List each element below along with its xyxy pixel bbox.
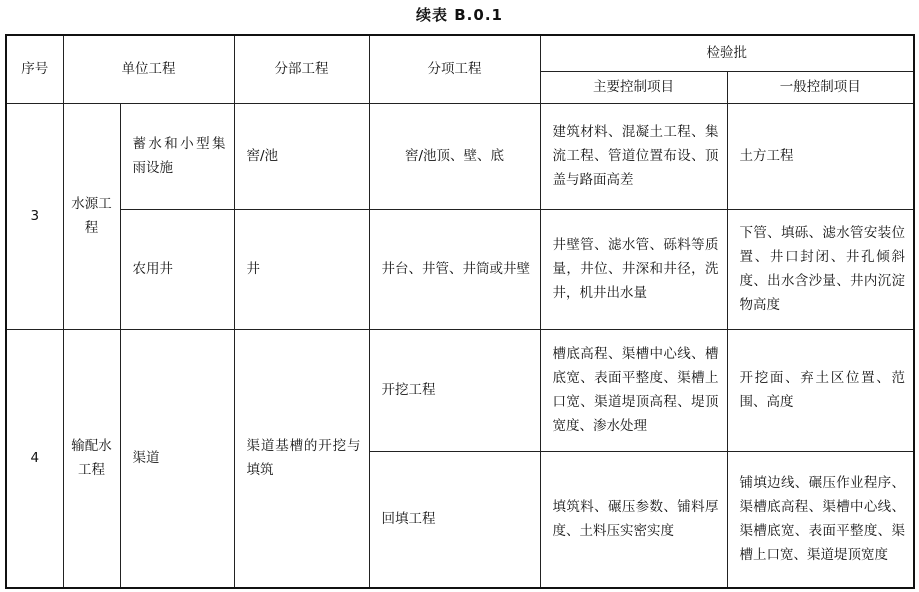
row3-unit: 水源工程: [63, 103, 120, 329]
table-title: 续表 B.0.1: [416, 6, 503, 24]
row4-sub: 渠道: [120, 329, 234, 588]
row4a-main: 槽底高程、渠槽中心线、槽底宽、表面平整度、渠槽上口宽、渠道堤顶高程、堤顶宽度、渗水处理: [540, 329, 727, 451]
header-division: 分部工程: [234, 35, 369, 103]
row3a-division: 窖/池: [234, 103, 369, 209]
row4b-main: 填筑料、碾压参数、铺料厚度、土料压实密实度: [540, 451, 727, 588]
row3b-main: 井壁管、滤水管、砾料等质量，井位、井深和井径，洗井，机井出水量: [540, 209, 727, 329]
header-seq: 序号: [6, 35, 63, 103]
row3b-division: 井: [234, 209, 369, 329]
row3a-sub: 蓄水和小型集雨设施: [120, 103, 234, 209]
header-batch: 检验批: [540, 35, 914, 71]
table-row: [6, 103, 914, 209]
row3a-general: 土方工程: [727, 103, 914, 209]
row4a-general: 开挖面、弃土区位置、范围、高度: [727, 329, 914, 451]
header-main: 主要控制项目: [540, 71, 727, 103]
table-row: [6, 329, 914, 451]
row4-seq: 4: [6, 329, 63, 588]
row4b-general: 铺填边线、碾压作业程序、渠槽底高程、渠槽中心线、渠槽底宽、表面平整度、渠槽上口宽、渠道堤顶宽度: [727, 451, 914, 588]
header-unit: 单位工程: [63, 35, 234, 103]
row3b-item: 井台、井管、井筒或井壁: [369, 209, 540, 329]
row4-unit: 输配水工程: [63, 329, 120, 588]
inspection-table: [5, 34, 915, 589]
header-item: 分项工程: [369, 35, 540, 103]
row4a-item: 开挖工程: [369, 329, 540, 451]
row4-division: 渠道基槽的开挖与填筑: [234, 329, 369, 588]
row4b-item: 回填工程: [369, 451, 540, 588]
row3b-sub: 农用井: [120, 209, 234, 329]
table-row: [6, 209, 914, 329]
header-row-1: [6, 35, 914, 71]
row3a-main: 建筑材料、混凝土工程、集流工程、管道位置布设、顶盖与路面高差: [540, 103, 727, 209]
row3a-item: 窖/池顶、壁、底: [369, 103, 540, 209]
row3-seq: 3: [6, 103, 63, 329]
row3b-general: 下管、填砾、滤水管安装位置、井口封闭、井孔倾斜度、出水含沙量、井内沉淀物高度: [727, 209, 914, 329]
header-general: 一般控制项目: [727, 71, 914, 103]
